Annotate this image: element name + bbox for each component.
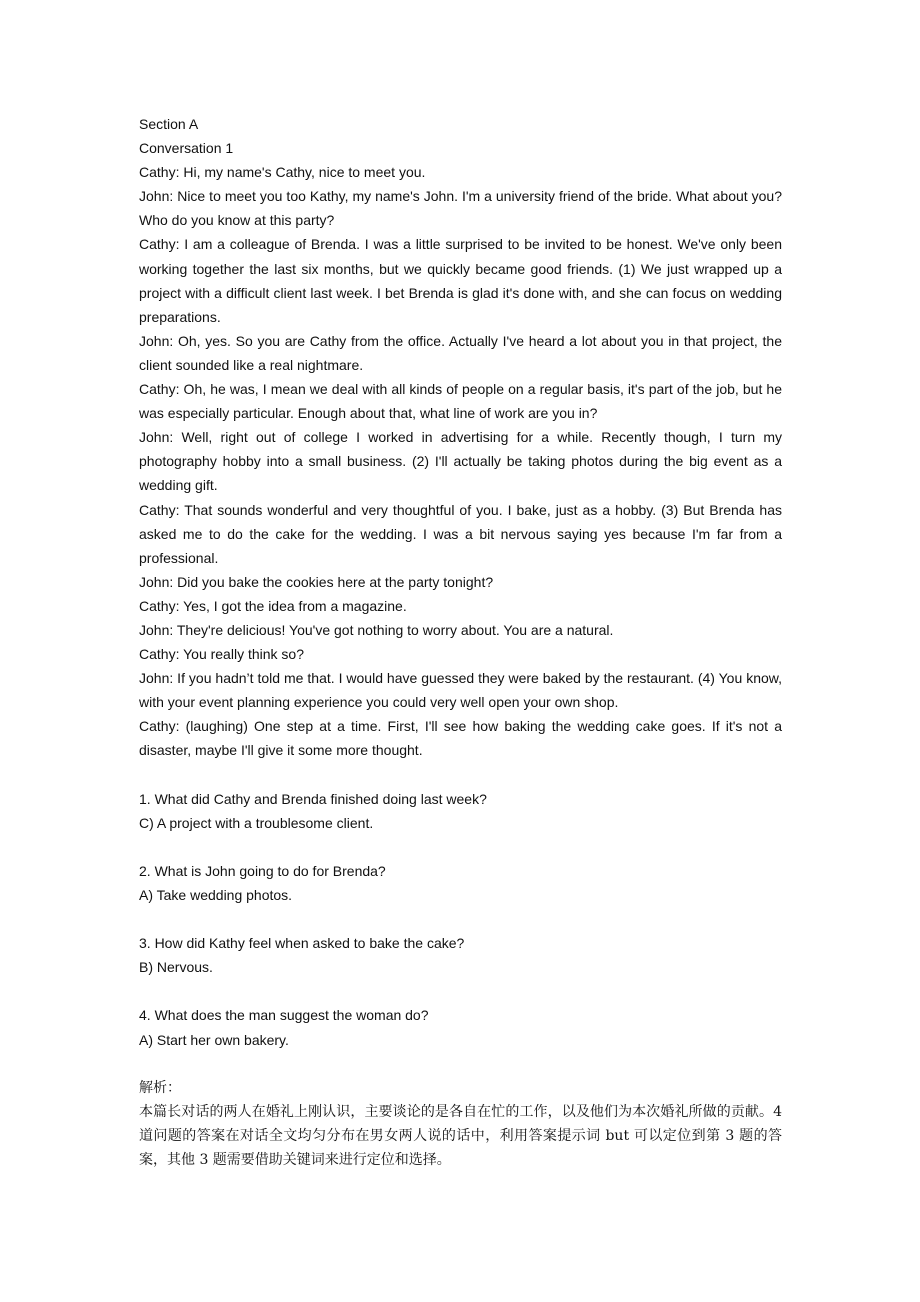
question-block: [139, 931, 782, 979]
dialogue-line: Cathy: That sounds wonderful and very thoughtful of you. I bake, just as a hobby. (3) But Brenda has asked me to do the cake for the wedding. I was a bit nervous saying yes because I'm far from a professional.: [139, 501, 782, 566]
dialogue-line: Cathy: Oh, he was, I mean we deal with all kinds of people on a regular basis, it's part of the job, but he was especially particular. Enough about that, what line of work are you in?: [139, 381, 782, 422]
dialogue-line: John: Nice to meet you too Kathy, my name's John. I'm a university friend of the bride. What about you? Who do you know at this party?: [139, 188, 782, 229]
question-text: 2. What is John going to do for Brenda?: [139, 862, 386, 879]
dialogue-line: John: Oh, yes. So you are Cathy from the office. Actually I've heard a lot about you in that project, the client sounded like a real nightmare.: [139, 332, 782, 373]
dialogue-line: John: Did you bake the cookies here at the party tonight?: [139, 573, 494, 590]
analysis-title: 解析：: [139, 1079, 181, 1096]
analysis-body: 本篇长对话的两人在婚礼上刚认识，主要谈论的是各自在忙的工作，以及他们为本次婚礼所做的贡献。4 道问题的答案在对话全文均匀分布在男女两人说的话中，利用答案提示词 but 可以定位到第 3 题的答案，其他 3 题需要借助关键词来进行定位和选择。: [139, 1103, 782, 1168]
dialogue-line: Cathy: I am a colleague of Brenda. I was a little surprised to be invited to be honest. We've only been working together the last six months, but we quickly became good friends. (1) We just wrapped up a project with a difficult client last week. I bet Brenda is glad it's done with, and she can focus on wedding preparations.: [139, 236, 782, 325]
dialogue-line: Cathy: You really think so?: [139, 646, 304, 663]
document-page: [139, 112, 782, 1172]
question-text: 3. How did Kathy feel when asked to bake the cake?: [139, 935, 465, 952]
dialogue-line: Cathy: Hi, my name's Cathy, nice to meet you.: [139, 164, 426, 181]
dialogue: [139, 160, 782, 762]
question-block: [139, 859, 782, 907]
dialogue-line: Cathy: (laughing) One step at a time. First, I'll see how baking the wedding cake goes. If it's not a disaster, maybe I'll give it some more thought.: [139, 718, 782, 759]
question-text: 1. What did Cathy and Brenda finished doing last week?: [139, 790, 487, 807]
conversation-heading: Conversation 1: [139, 140, 234, 157]
answer-text: C) A project with a troublesome client.: [139, 814, 374, 831]
question-block: [139, 1003, 782, 1051]
dialogue-line: Cathy: Yes, I got the idea from a magazine.: [139, 597, 407, 614]
answer-text: A) Take wedding photos.: [139, 887, 293, 903]
dialogue-line: John: If you hadn’t told me that. I would have guessed they were baked by the restaurant. (4) You know, with your event planning experience you could very well open your own shop.: [139, 670, 782, 711]
analysis-section: [139, 1076, 782, 1172]
dialogue-line: John: Well, right out of college I worked in advertising for a while. Recently though, I turn my photography hobby into a small business. (2) I'll actually be taking photos during the big event as a wedding gift.: [139, 429, 782, 494]
answer-text: B) Nervous.: [139, 959, 213, 976]
question-block: [139, 787, 782, 835]
section-heading: Section A: [139, 116, 199, 132]
question-text: 4. What does the man suggest the woman do?: [139, 1007, 429, 1024]
answer-text: A) Start her own bakery.: [139, 1031, 289, 1048]
dialogue-line: John: They're delicious! You've got nothing to worry about. You are a natural.: [139, 621, 614, 638]
